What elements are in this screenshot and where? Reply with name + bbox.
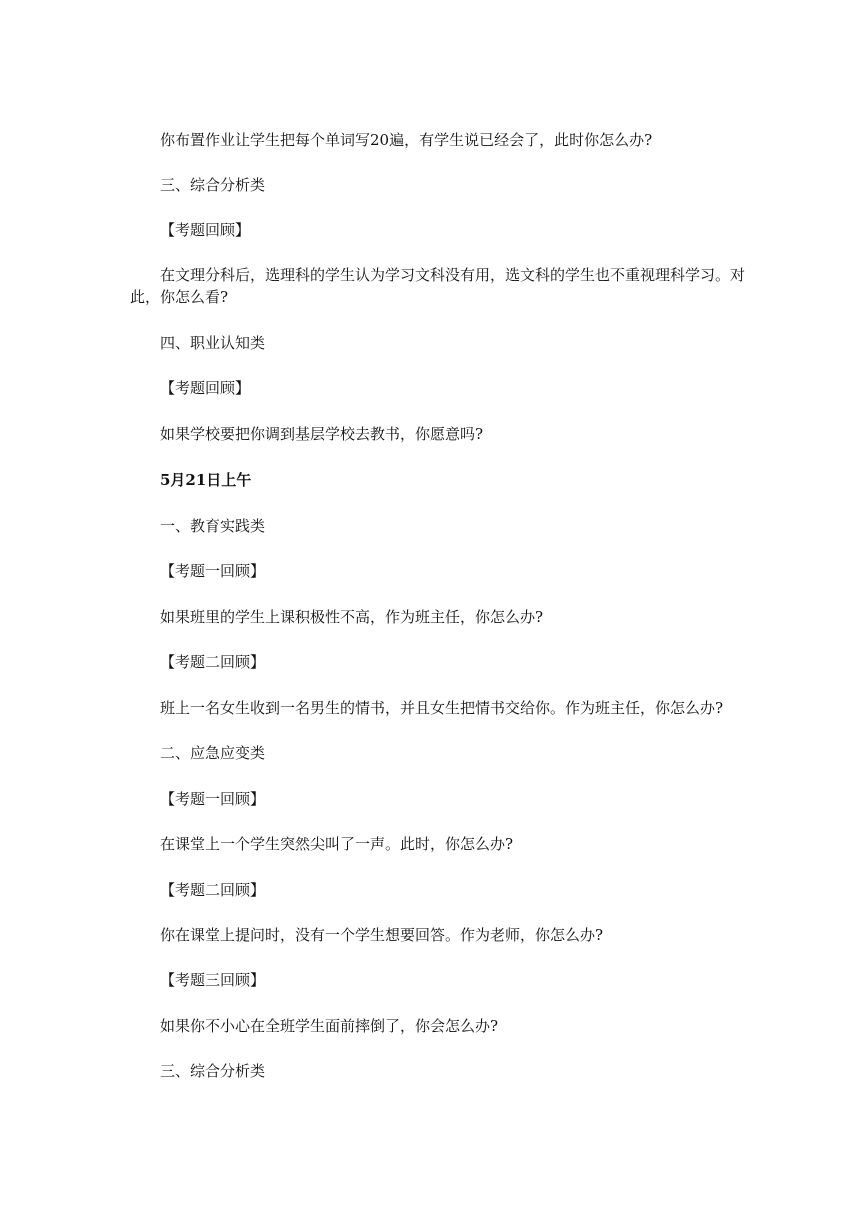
question-review-label: 【考题二回顾】 xyxy=(160,881,266,899)
question-review-label: 【考题回顾】 xyxy=(160,379,251,397)
question-text: 在课堂上一个学生突然尖叫了一声。此时，你怎么办? xyxy=(160,835,514,853)
question-review-label: 【考题回顾】 xyxy=(160,221,251,239)
question-review-label: 【考题一回顾】 xyxy=(160,562,266,580)
question-text: 如果你不小心在全班学生面前摔倒了，你会怎么办? xyxy=(160,1017,499,1035)
question-text: 班上一名女生收到一名男生的情书，并且女生把情书交给你。作为班主任，你怎么办? xyxy=(160,699,724,717)
section-heading: 二、应急应变类 xyxy=(160,744,266,762)
question-text: 如果班里的学生上课积极性不高，作为班主任，你怎么办? xyxy=(160,608,544,626)
question-text: 你在课堂上提问时，没有一个学生想要回答。作为老师，你怎么办? xyxy=(160,926,604,944)
date-heading: 5月21日上午 xyxy=(160,471,252,489)
question-review-label: 【考题二回顾】 xyxy=(160,653,266,671)
question-text: 在文理分科后，选理科的学生认为学习文科没有用，选文科的学生也不重视理科学习。对此，你怎么看? xyxy=(130,266,746,306)
question-review-label: 【考题三回顾】 xyxy=(160,971,266,989)
section-heading: 四、职业认知类 xyxy=(160,334,266,352)
section-heading: 一、教育实践类 xyxy=(160,517,266,535)
section-heading: 三、综合分析类 xyxy=(160,1062,266,1080)
question-text: 你布置作业让学生把每个单词写20遍，有学生说已经会了，此时你怎么办? xyxy=(160,131,653,149)
question-review-label: 【考题一回顾】 xyxy=(160,790,266,808)
question-text: 如果学校要把你调到基层学校去教书，你愿意吗? xyxy=(160,425,484,443)
section-heading: 三、综合分析类 xyxy=(160,176,266,194)
